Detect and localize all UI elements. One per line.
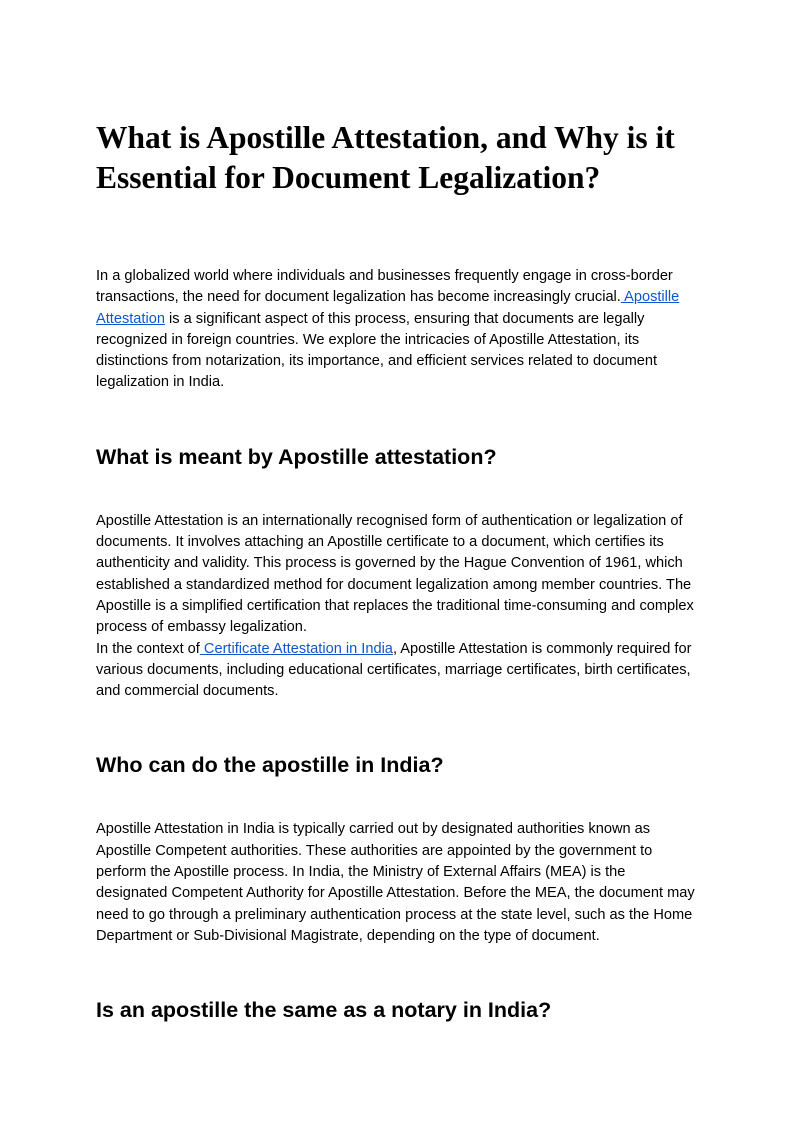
intro-paragraph (96, 266, 700, 394)
apostille-attestation-link[interactable]: Apostille Attestation (96, 289, 680, 327)
section-who-paragraph: Apostille Attestation in India is typically carried out by designated authorities known as Apostille Competent authorities. These authorities are appointed by the government to perform the Apostille process. In India, the Ministry of External Affairs (MEA) is the designated Competent Authority for Apostille Attestation. Before the MEA, the document may need to go through a preliminary authentication process at the state level, such as the Home Department or Sub-Divisional Magistrate, depending on the type of document. (96, 821, 695, 944)
intro-text-after-link: is a significant aspect of this process, ensuring that documents are legally recognized in foreign countries. We explore the intricacies of Apostille Attestation, its distinctions from notarization, its importance, and efficient services related to document legalization in India. (96, 310, 658, 391)
document-page (96, 118, 700, 1024)
section-heading-notary: Is an apostille the same as a notary in India? (96, 998, 552, 1023)
section-heading-who: Who can do the apostille in India? (96, 753, 444, 778)
certificate-attestation-link[interactable]: Certificate Attestation in India (199, 640, 393, 657)
section-meaning-paragraph-2 (96, 639, 700, 703)
section-heading-meaning: What is meant by Apostille attestation? (96, 444, 497, 469)
context-text-before-link: In the context of (96, 640, 200, 657)
section-meaning-paragraph-1: Apostille Attestation is an internationally recognised form of authentication or legalization of documents. It involves attaching an Apostille certificate to a document, which certifies its authenticity and validity. This process is governed by the Hague Convention of 1961, which established a standardized method for document legalization among member countries. The Apostille is a simplified certification that replaces the traditional time-consuming and complex process of embassy legalization. (96, 512, 694, 636)
context-text-after-link: , Apostille Attestation is commonly required for various documents, including educational certificates, marriage certificates, birth certificates, and commercial documents. (96, 640, 692, 700)
document-title: What is Apostille Attestation, and Why is it Essential for Document Legalization? (96, 120, 675, 195)
intro-text-before-link: In a globalized world where individuals and businesses frequently engage in cross-border transactions, the need for document legalization has become increasingly crucial. (96, 268, 673, 306)
